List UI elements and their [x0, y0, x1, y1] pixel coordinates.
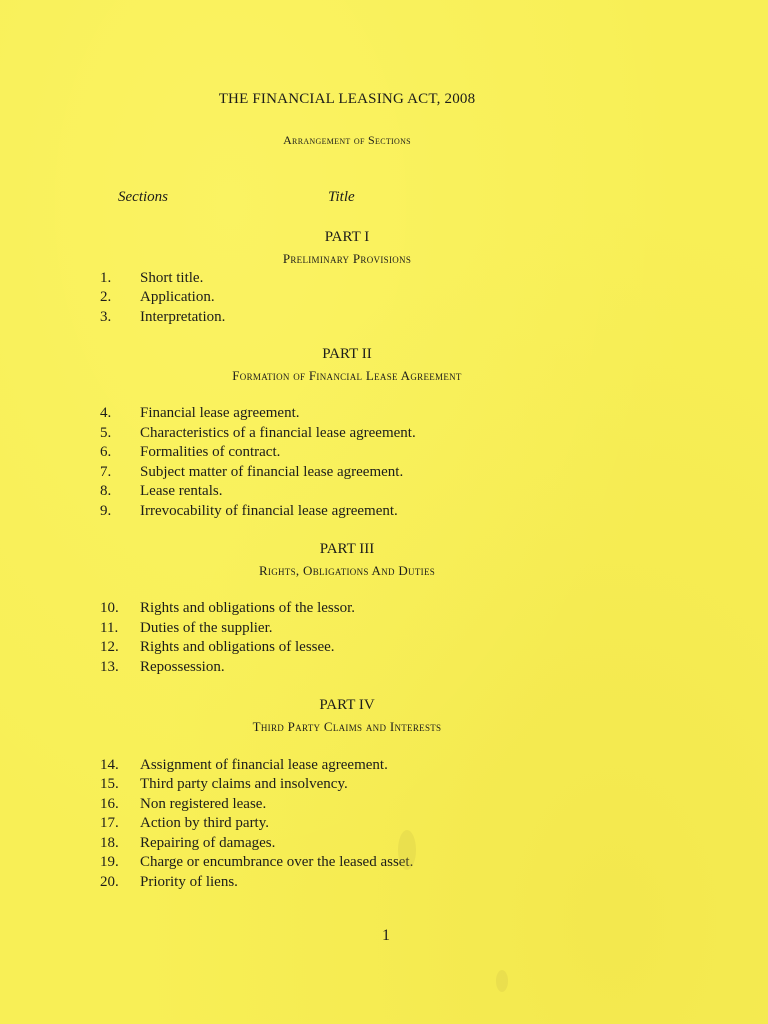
part-4-heading: PART IV — [319, 697, 375, 713]
section-number: 15. — [100, 776, 119, 792]
section-number: 10. — [100, 600, 119, 616]
arrangement-heading: Arrangement of Sections — [283, 133, 411, 147]
section-number: 5. — [100, 425, 112, 441]
section-number: 2. — [100, 289, 112, 305]
section-text: Repossession. — [140, 659, 225, 675]
section-text: Priority of liens. — [140, 874, 238, 890]
section-text: Irrevocability of financial lease agreement. — [140, 503, 398, 519]
section-text: Rights and obligations of the lessor. — [140, 600, 355, 616]
scan-blemish — [398, 830, 416, 870]
section-number: 18. — [100, 835, 119, 851]
scan-blemish — [496, 970, 508, 992]
part-4-name: Third Party Claims and Interests — [252, 719, 442, 734]
part-2-name: Formation of Financial Lease Agreement — [232, 368, 462, 383]
section-text: Lease rentals. — [140, 483, 223, 499]
section-number: 1. — [100, 270, 112, 286]
page-number: 1 — [382, 927, 390, 944]
section-text: Short title. — [140, 270, 204, 286]
section-text: Repairing of damages. — [140, 835, 276, 851]
part-1-heading: PART I — [324, 229, 370, 245]
section-number: 3. — [100, 309, 112, 325]
part-1-name: Preliminary Provisions — [282, 251, 412, 266]
section-text: Interpretation. — [140, 309, 226, 325]
section-number: 19. — [100, 854, 119, 870]
section-number: 17. — [100, 815, 119, 831]
section-text: Subject matter of financial lease agreement. — [140, 464, 404, 480]
section-text: Third party claims and insolvency. — [140, 776, 348, 792]
part-3-name: Rights, Obligations And Duties — [258, 563, 436, 578]
section-text: Financial lease agreement. — [140, 405, 300, 421]
section-number: 8. — [100, 483, 112, 499]
section-text: Characteristics of a financial lease agreement. — [140, 425, 416, 441]
title-column-header: Title — [328, 189, 355, 205]
section-text: Application. — [140, 289, 215, 305]
section-number: 11. — [100, 620, 119, 636]
section-text: Charge or encumbrance over the leased asset. — [140, 854, 414, 870]
section-text: Assignment of financial lease agreement. — [140, 757, 388, 773]
section-number: 6. — [100, 444, 112, 460]
section-text: Non registered lease. — [140, 796, 267, 812]
section-number: 13. — [100, 659, 119, 675]
section-text: Duties of the supplier. — [140, 620, 273, 636]
section-text: Rights and obligations of lessee. — [140, 639, 335, 655]
part-2-heading: PART II — [322, 346, 372, 362]
section-number: 20. — [100, 874, 119, 890]
section-number: 16. — [100, 796, 119, 812]
section-number: 4. — [100, 405, 112, 421]
section-text: Formalities of contract. — [140, 444, 281, 460]
section-number: 9. — [100, 503, 112, 519]
section-number: 12. — [100, 639, 119, 655]
act-title: THE FINANCIAL LEASING ACT, 2008 — [218, 91, 476, 107]
section-number: 14. — [100, 757, 119, 773]
part-3-heading: PART III — [319, 541, 375, 557]
section-text: Action by third party. — [140, 815, 270, 831]
section-number: 7. — [100, 464, 112, 480]
sections-column-header: Sections — [118, 189, 168, 205]
